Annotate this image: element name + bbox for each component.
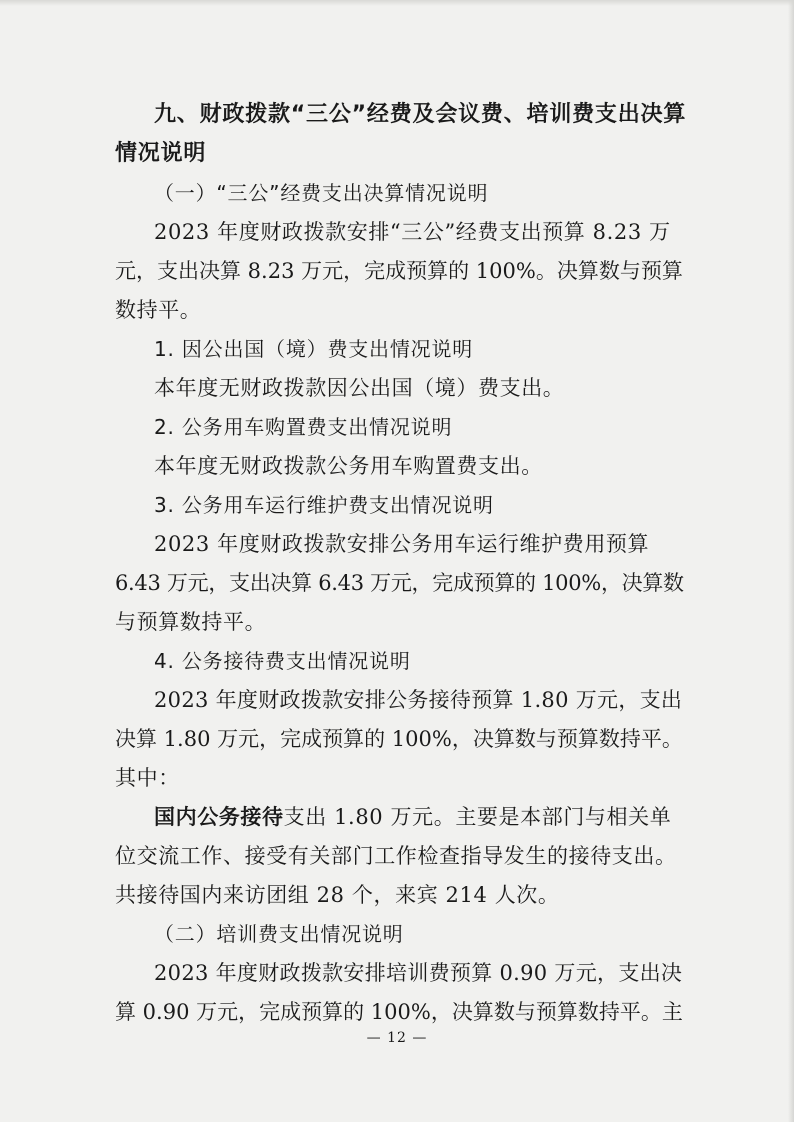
item-title: 3. 公务用车运行维护费支出情况说明 [154, 493, 494, 517]
paragraph-line: 元，支出决算 8.23 万元，完成预算的 100%。决算数与预算 [115, 259, 683, 283]
domestic-reception-label: 国内公务接待 [154, 805, 284, 829]
paragraph-line: 本年度无财政拨款公务用车购置费支出。 [154, 454, 543, 478]
item-title: 4. 公务接待费支出情况说明 [154, 649, 411, 673]
domestic-reception-text: 支出 1.80 万元。主要是本部门与相关单 [283, 805, 672, 829]
paragraph-line: 6.43 万元，支出决算 6.43 万元，完成预算的 100%，决算数 [115, 571, 684, 595]
subsection-title: （二）培训费支出情况说明 [154, 922, 404, 946]
page-number: — 12 — [366, 1030, 428, 1046]
paragraph-line: 共接待国内来访团组 28 个，来宾 214 人次。 [115, 883, 560, 907]
section-heading: 九、财政拨款“三公”经费及会议费、培训费支出决算 [154, 102, 687, 127]
item-title: 2. 公务用车购置费支出情况说明 [154, 415, 453, 439]
paragraph-line: 本年度无财政拨款因公出国（境）费支出。 [154, 376, 565, 400]
item-title: 1. 因公出国（境）费支出情况说明 [154, 337, 474, 361]
paragraph-line: 2023 年度财政拨款安排公务接待预算 1.80 万元，支出 [154, 688, 683, 712]
paragraph-line: 数持平。 [115, 298, 202, 322]
paragraph-line: 位交流工作、接受有关部门工作检查指导发生的接待支出。 [115, 844, 677, 868]
paragraph-line: 与预算数持平。 [115, 610, 267, 634]
paragraph-line: 2023 年度财政拨款安排“三公”经费支出预算 8.23 万 [154, 220, 671, 244]
scan-edge [788, 0, 794, 1122]
subsection-title: （一）“三公”经费支出决算情况说明 [154, 181, 489, 205]
paragraph-line [154, 802, 671, 832]
section-heading-continued: 情况说明 [115, 141, 207, 166]
paragraph-line: 2023 年度财政拨款安排公务用车运行维护费用预算 [154, 532, 650, 556]
paragraph-line: 其中： [115, 766, 180, 790]
paragraph-line: 决算 1.80 万元，完成预算的 100%，决算数与预算数持平。 [115, 727, 683, 751]
scan-edge [0, 0, 794, 6]
paragraph-line: 2023 年度财政拨款安排培训费预算 0.90 万元，支出决 [154, 961, 683, 985]
paragraph-line: 算 0.90 万元，完成预算的 100%，决算数与预算数持平。主 [115, 1000, 683, 1024]
